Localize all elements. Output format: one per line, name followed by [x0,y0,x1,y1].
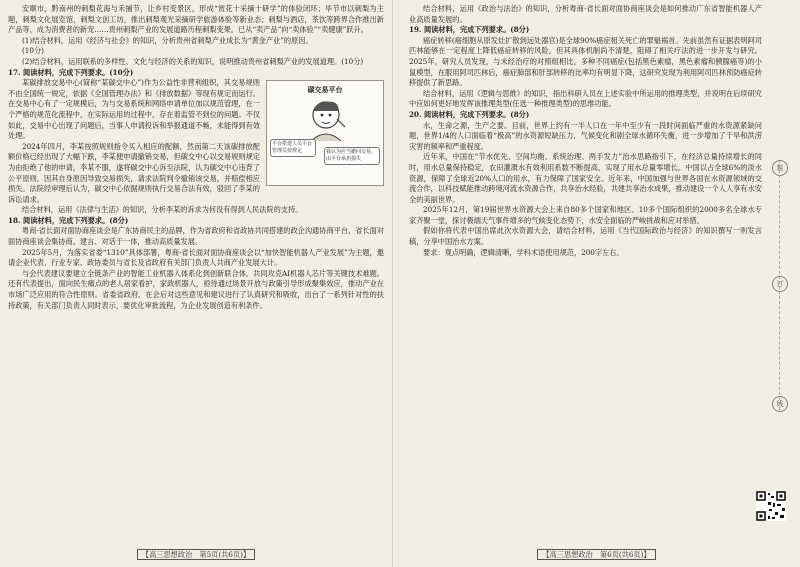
page-6-footer-label: 【高三思想政治 第6页(共6页)】 [537,549,655,560]
q20-question: 假如你将代表中国出席此次水资源大会，请结合材料，运用《当代国际政治与经济》的知识撰写一则发言稿，分享中国治水方案。 [409,226,762,247]
cartoon-right-bubble: 我认为应当撤回交易，由平台承担损失 [324,147,380,165]
q16-question-1-score: (10分) [22,46,44,56]
page-5-footer-label: 【高三思想政治 第5页(共6页)】 [137,549,255,560]
q19-heading: 19. 阅读材料，完成下列要求。(8分) [409,25,530,35]
q17-question: 结合材料，运用《法律与生活》的知识，分析李某的诉求为何没有得到人民法院的支持。 [22,205,303,215]
binding-mark-xian: 线 [772,396,788,412]
page-5-footer [0,550,392,560]
q20-material-3: 2025年12月，第19届世界水资源大会上来自80多个国家和地区、10多个国际组织的2000多名全球水专家齐聚一堂，探讨极端天气事件增多的气候变化态势下，水安全面临的严峻挑战和应对举措。 [409,205,762,225]
q20-material-2: 近年来，中国在“节水优先、空间均衡、系统治理、两手发力”治水思路指引下，在经济总量持续增长的同时，用水总量保持稳定，农田灌溉水有效利用系数不断提高，实现了用水总量零增长。中国以占全球6%的淡水资源，保障了全球近20%人口的用水，有力保障了国家安全。近年来，中国加强与世界各国在水资源领域的交流合作，以科技赋能推动跨境河流水资源合作，共享治水经验，共建共享治水成果，推动建设一个人人享有水安全的美丽世界。 [409,152,762,204]
q18-material-1: 粤商·省长面对面协商座谈会是广东协商民主的品牌，作为省政府和省政协共同搭建的政企沟通协商平台，省长面对面协商座谈会集协商、建言、对话于一体，推动高质量发展。 [8,226,384,247]
binding-mark-ding: 订 [772,276,788,292]
q16-question-1: (1)结合材料，运用《经济与社会》的知识，分析贵州省刺梨产业成长为“黄金产业”的原因。 [22,35,313,45]
q20-requirement: 要求：观点明确，逻辑清晰，学科术语使用规范，200字左右。 [423,247,624,257]
q20-heading: 20. 阅读材料，完成下列要求。(8分) [409,109,530,119]
q17-heading: 17. 阅读材料，完成下列要求。(10分) [8,67,134,77]
q17-material-2: 2024年四月，李某按照规则指令买入相应的配额，然而第二天该碳排放配额价格已经出现了大幅下跌，李某便申请撤销交易，但碳交中心以交易规则规定为由拒绝了他的申请，李某不服，遂将碳交中心诉至法院，认为碳交中心违背了公平原则，因其自身原因导致交易损失，请求法院判令撤销该交易，并赔偿相应损失。法院经审理后认为，碳交中心依据规则执行交易合法有效，驳回了李某的诉讼请求。 [8,141,260,204]
cartoon-title: 碳交易平台 [307,85,343,95]
cartoon-left-bubble: 平台搭建人员平台管理员按规定 [270,139,316,157]
q19-question: 结合材料，运用《逻辑与思维》的知识，指出科研人员在上述实验中所运用的推理类型，并说明在后续研究中应如何更好地发挥该推理类型(任选一种推理类型)的思维功能。 [409,88,762,109]
cartoon-illustration [266,80,384,186]
q18-heading: 18. 阅读材料，完成下列要求。(8分) [8,215,129,225]
page-5 [0,0,392,567]
page-6-footer [393,550,800,560]
q16-material: 安顺市，黔南州的刺梨花海与禾捕节，让乡村变景区，形成“赏花十采摘十研学”的体验闭环；毕节市以刺梨为主题，刺梨文化展览馆，刺梨文创工坊，推出刺梨观光采摘研学旅游体验等新业态；刺梨与酒店，茶饮等跨界合作推出新产品等，成为消费者的新宠……贵州刺梨产业的发展道路历程刺梨变果，已从“卖产品”向“卖体验”“卖健康”跃升。 [8,4,384,35]
qr-code-icon [756,491,786,521]
q16-question-2: (2)结合材料，运用联系的多样性、文化与经济的关系的知识，说明推动贵州省刺梨产业的发展道理。(10分) [22,56,364,66]
page-6 [392,0,800,567]
q20-material-1: 水，生命之源，生产之要。目前，世界上约有一半人口在一年中至少有一段时间面临严重的水资源紧缺问题，世界1/4的人口面临着“极高”的水资源短缺压力，气候变化和剧全球水循环失衡，进一步增加了干旱和洪涝灾害的频率和严重程度。 [409,120,762,151]
q17-material-1: 某碳排放交易中心(简称“某碳交中心”)作为公益性非营利组织，其交易规则不由全国统一规定，依据《全国管理办法》和《排放数据》等现有规定而运行。在交易中心有了一定规模后，为与交易系统和网络申请单位加以规范管理，在一个严格的规范化流程中，在实际运用的过程中，存在着监管不到位的问题。不仅如此，交易中心出现了问题后，当事人申请投诉和举报通道不畅，未能得到有效处理。 [8,78,260,141]
q19-material: 癌症转移(癌细胞从原发灶扩散到远处器官)是全球90%癌症相关死亡的罪魁祸首。先前虽然有证据表明阿司匹林能够在一定程度上降低癌症转移的风险，但其具体机制尚不清楚，阻碍了相关疗法的进一步开发与研究。2025年，研究人员发现，与未经治疗的对照组相比，多种不同癌症(包括黑色素瘤，黑色素瘤和胰腺癌等)的小鼠模型，在服用阿司匹林后，癌症肺部和肝部转移的比率均有明显下降，这研究发现为利用阿司匹林预防癌症转移提供了新思路。 [409,35,762,88]
q18-material-2: 2025年5月，为落实省委“1310”具体部署，粤商·省长面对面协商座谈会以“加快智能机器人产业发展”为主题，邀请企业代表、行业专家、政协委员与省长及省政府有关部门负责人共商产业发展大计。 [8,247,384,268]
q18-material-3: 与会代表建议要建立全链条产业的智能工业机器人体系化到创新联合体，共同攻克AI机器人芯片等关键技术难题。还有代表提出，面向民生痛点的老人居家看护，家政机器人，亟待通过场景开放与政策引导形成聚集效应，推动产业在市场广泛应用的符合性原则。省委省政府，在会后对这些意见和建议进行了认真研究和吸收，出台了一系列针对性的扶持政策，有关部门负责人同时表示，要优化审批流程，为企业发展创造有利条件。 [8,268,384,310]
binding-mark-zhuang: 装 [772,160,788,176]
q18-question: 结合材料，运用《政治与法治》的知识，分析粤商·省长面对面协商座谈会是如何推动广东省智能机器人产业高质量发展的。 [409,4,762,24]
thinking-person-icon [301,97,351,141]
